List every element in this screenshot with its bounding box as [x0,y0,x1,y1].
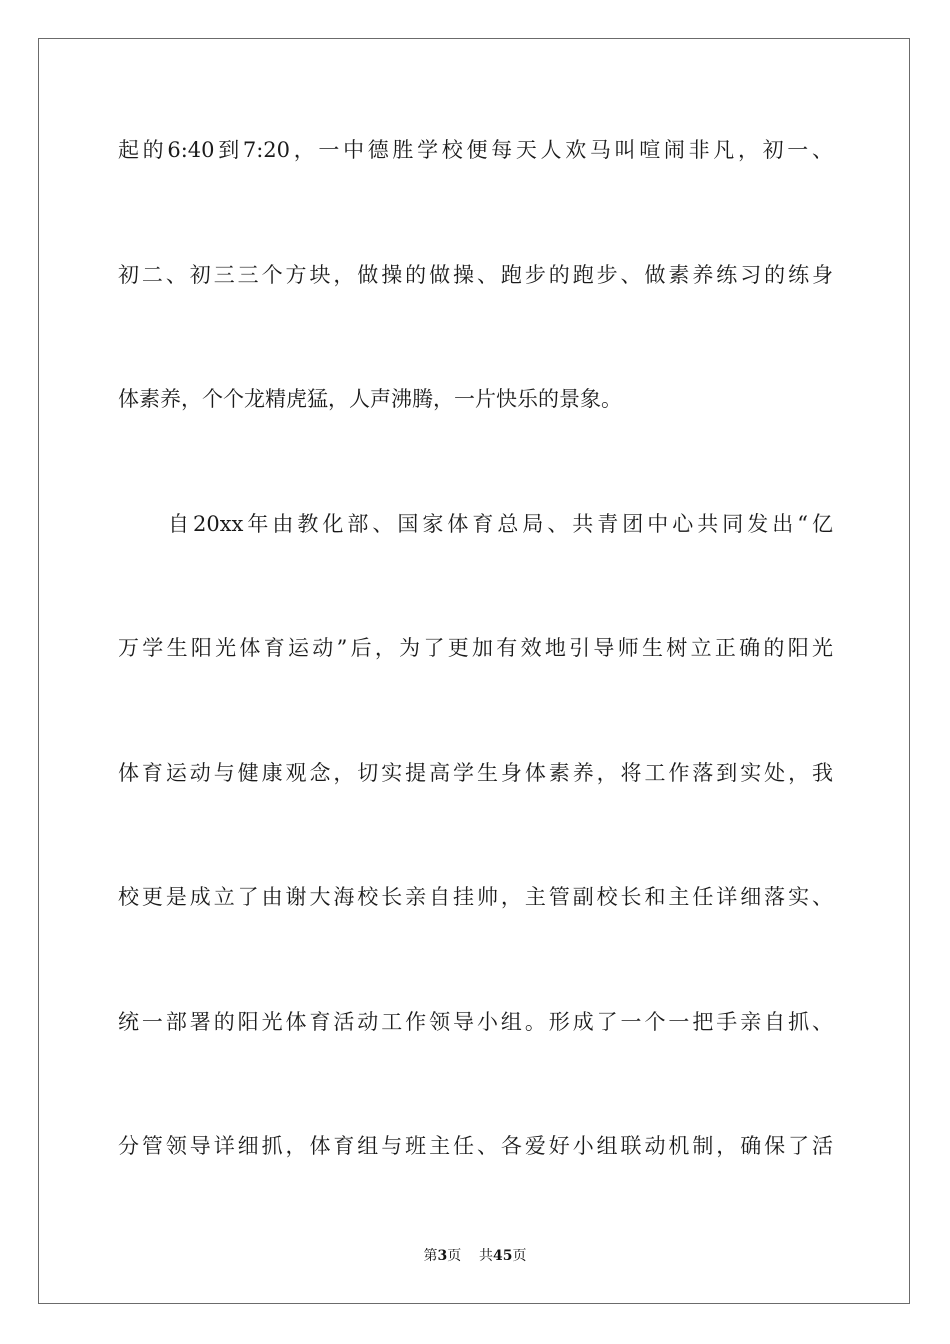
paragraph-line-8: 统一部署的阳光体育活动工作领导小组。形成了一个一把手亲自抓、 [118,1010,833,1034]
paragraph-line-9: 分管领导详细抓，体育组与班主任、各爱好小组联动机制，确保了活 [118,1134,833,1158]
footer-page-unit: 页 [447,1248,462,1264]
paragraph-line-1: 起的6:40到7:20，一中德胜学校便每天人欢马叫喧闹非凡，初一、 [118,138,833,162]
paragraph-line-6: 体育运动与健康观念，切实提高学生身体素养，将工作落到实处，我 [118,761,833,785]
footer-total-prefix: 共 [479,1248,494,1264]
page-footer [0,1247,950,1265]
paragraph-line-3: 体素养，个个龙精虎猛，人声沸腾，一片快乐的景象。 [118,387,622,411]
total-page-count: 45 [493,1248,513,1264]
paragraph-line-4: 自20xx年由教化部、国家体育总局、共青团中心共同发出“亿 [118,512,833,536]
paragraph-line-7: 校更是成立了由谢大海校长亲自挂帅，主管副校长和主任详细落实、 [118,885,833,909]
paragraph-line-2: 初二、初三三个方块，做操的做操、跑步的跑步、做素养练习的练身 [118,263,833,287]
page-border [38,38,910,1304]
footer-prefix: 第 [423,1248,438,1264]
paragraph-line-5: 万学生阳光体育运动”后，为了更加有效地引导师生树立正确的阳光 [118,636,833,660]
footer-total-unit: 页 [512,1248,527,1264]
current-page-number: 3 [437,1248,448,1264]
